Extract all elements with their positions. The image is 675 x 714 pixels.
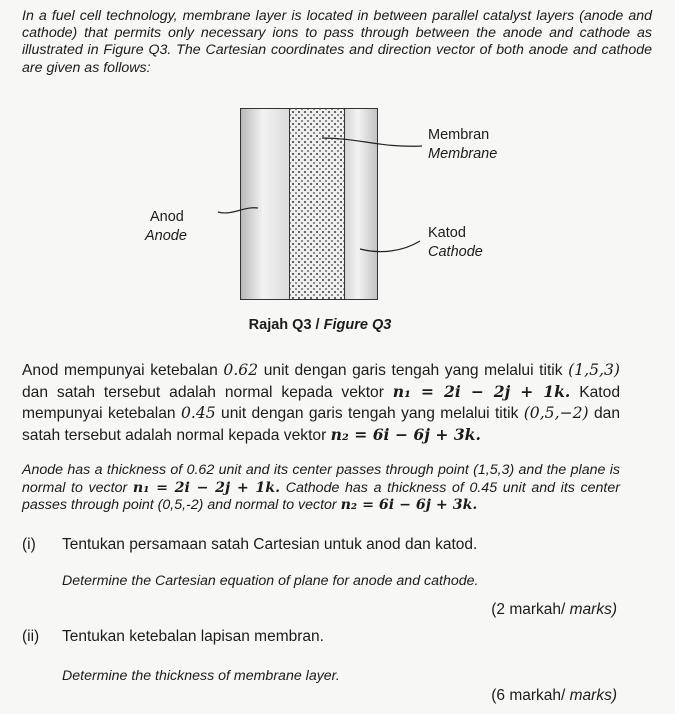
marks-ms: (2 markah/ [491, 601, 566, 618]
membrane-leader-line [322, 138, 422, 146]
question-i-marks [491, 601, 617, 619]
vector-n1: n₁ = 2i − 2j + 1k. [392, 382, 571, 401]
cathode-leader-line [360, 241, 420, 252]
figure-q3-diagram [140, 104, 560, 304]
question-ii-label: (ii) [22, 628, 40, 645]
leader-lines [140, 104, 560, 304]
cathode-point: (0,5,−2) [523, 404, 589, 422]
text-segment: Anode has a thickness of 0.62 unit and its center passes through point (1,5,3) and the plane is normal to vector [22, 462, 620, 496]
text-segment: unit dengan garis tengah yang melalui titik [215, 405, 524, 422]
caption-ms: Rajah Q3 / [248, 317, 320, 333]
marks-en: marks) [569, 601, 617, 618]
vector-n1-en: n₁ = 2i − 2j + 1k. [132, 479, 281, 496]
anode-leader-line [218, 208, 258, 213]
intro-paragraph: In a fuel cell technology, membrane layer is located in between parallel catalyst layers (anode and cathode) that permits only necessary ions to pass through between the anode and cathode as illustrated in Figure Q3. The Cartesian coordinates and direction vector of both anode and cathode are given as follows: [22, 8, 652, 76]
text-segment: dan satah tersebut adalah normal kepada vektor [22, 405, 621, 444]
membrane-label-ms: Membran [428, 127, 490, 143]
question-i-en: Determine the Cartesian equation of plane for anode and cathode. [62, 573, 479, 589]
text-segment: dan satah tersebut adalah normal kepada vektor [22, 384, 393, 401]
caption-en: Figure Q3 [323, 317, 392, 333]
text-segment: Katod mempunyai ketebalan [22, 384, 620, 422]
vector-n2-en: n₂ = 6i − 6j + 3k. [340, 497, 478, 513]
question-i-label: (i) [22, 536, 36, 553]
english-paragraph [22, 462, 620, 515]
cathode-label-ms: Katod [428, 225, 466, 241]
anode-thickness: 0.62 [223, 361, 259, 379]
cathode-thickness: 0.45 [180, 404, 216, 422]
vector-n2: n₂ = 6i − 6j + 3k. [330, 425, 481, 444]
marks-en: marks) [569, 687, 617, 704]
membrane-label-en: Membrane [428, 146, 498, 162]
text-segment: Cathode has a thickness of 0.45 unit and its center passes through point (0,5,-2) and normal to vector [22, 479, 620, 513]
anode-point: (1,5,3) [568, 361, 620, 379]
question-i-ms: Tentukan persamaan satah Cartesian untuk anod dan katod. [62, 536, 478, 553]
malay-paragraph [22, 360, 620, 446]
figure-caption [0, 317, 640, 333]
question-ii-marks [491, 687, 617, 705]
text-segment: unit dengan garis tengah yang melalui titik [258, 362, 569, 379]
cathode-label-en: Cathode [428, 244, 483, 260]
anode-label-ms: Anod [150, 209, 184, 225]
anode-label-en: Anode [145, 228, 187, 244]
text-segment: Anod mempunyai ketebalan [22, 362, 224, 379]
marks-ms: (6 markah/ [491, 687, 566, 704]
question-ii-en: Determine the thickness of membrane layer. [62, 668, 340, 684]
question-ii-ms: Tentukan ketebalan lapisan membran. [62, 628, 324, 645]
